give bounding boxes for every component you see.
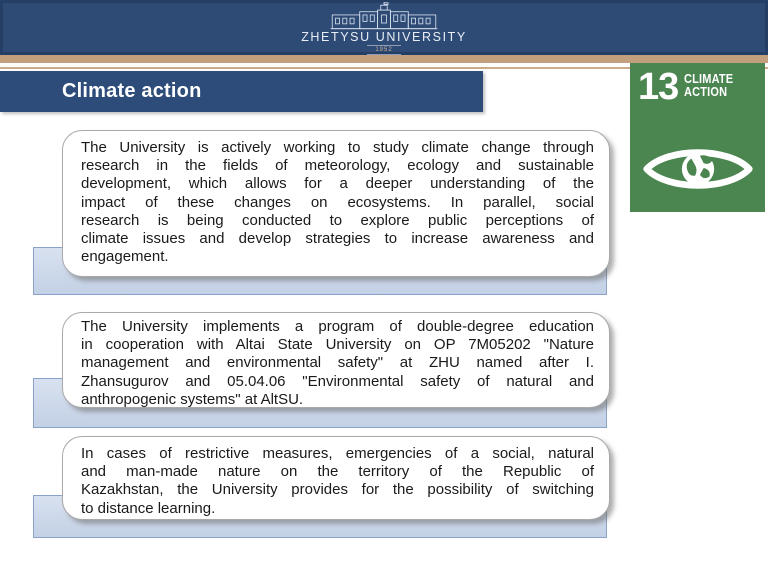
text-line: climate issues and develop strategies to increase awareness and (81, 230, 594, 248)
text-line: In cases of restrictive measures, emergencies of a social, natural (81, 445, 594, 462)
content-box-research (62, 130, 610, 277)
text-line: engagement. (81, 248, 169, 266)
text-line: anthropogenic systems" at AltSU. (81, 390, 304, 408)
university-name: ZHETYSU UNIVERSITY (301, 29, 467, 44)
content-box-double-degree (62, 312, 610, 408)
sdg-goal-name-line2: ACTION (684, 84, 728, 99)
text-line: management and environmental safety" at ZHU named after I. (81, 354, 594, 372)
text-line: The University implements a program of double-degree education (81, 318, 594, 335)
text-line: research is being conducted to explore public perceptions of (81, 211, 594, 229)
slide-title-bar (0, 71, 483, 112)
text-line: The University is actively working to study climate change through (81, 139, 594, 156)
established-year: 1952 (367, 45, 400, 55)
eye-globe-icon (641, 138, 755, 200)
text-line: research in the fields of meteorology, ecology and sustainable (81, 157, 594, 175)
sdg-badge-header (638, 66, 757, 108)
sdg13-badge (630, 63, 765, 212)
text-line: to distance learning. (81, 499, 216, 517)
content-box-distance-learning (62, 436, 610, 520)
text-line: development, which allows for a deeper understanding of the (81, 175, 594, 193)
sdg-goal-name (684, 73, 733, 99)
text-line: and man-made nature on the territory of the Republic of (81, 463, 594, 481)
university-logo (0, 0, 768, 55)
text-line: in cooperation with Altai State University on OP 7M05202 "Nature (81, 336, 594, 354)
page-title: Climate action (62, 80, 202, 102)
text-line: impact of these changes on ecosystems. In parallel, social (81, 193, 594, 211)
tan-stripe (0, 55, 768, 63)
text-line: Kazakhstan, the University provides for the possibility of switching (81, 481, 594, 499)
sdg-goal-number: 13 (638, 66, 679, 108)
text-line: Zhansugurov and 05.04.06 "Environmental safety of natural and (81, 372, 594, 390)
university-building-icon (318, 2, 450, 30)
sdg-goal-name-line1: CLIMATE (684, 72, 734, 86)
